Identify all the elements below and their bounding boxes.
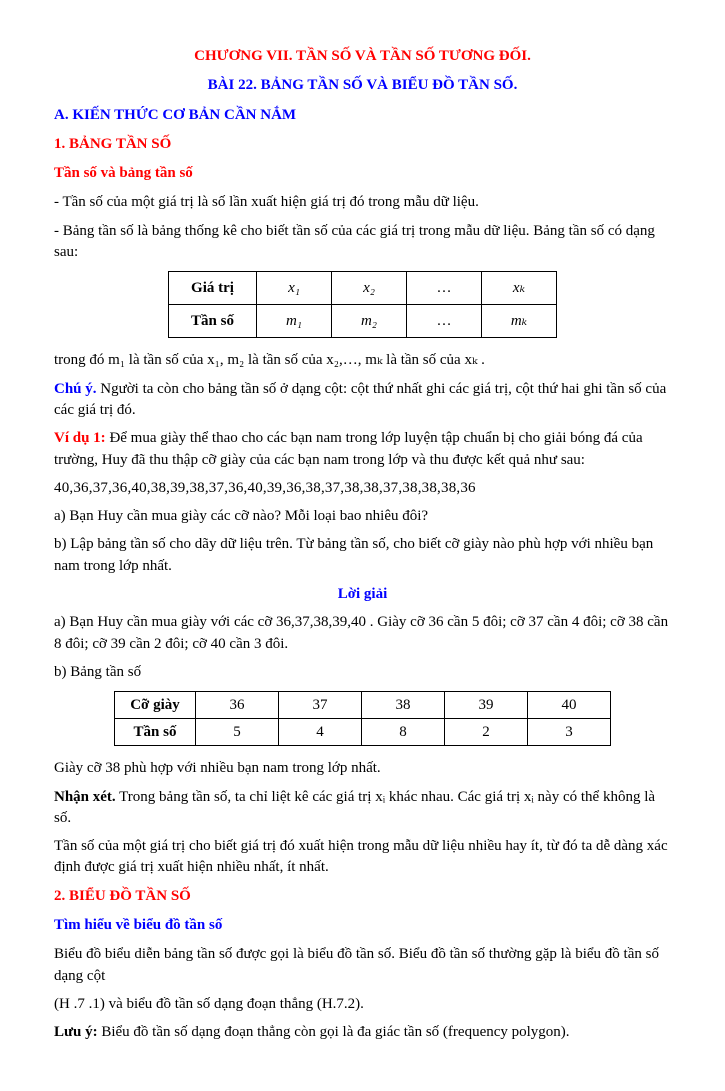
table-cell-mk: mₖ bbox=[482, 305, 557, 338]
table-cell-freq-40: 3 bbox=[528, 719, 611, 746]
chapter-title: CHƯƠNG VII. TẦN SỐ VÀ TẦN SỐ TƯƠNG ĐỐI. bbox=[194, 48, 531, 64]
table-cell-size-36: 36 bbox=[196, 692, 279, 719]
table-row bbox=[115, 692, 611, 719]
shoe-size-data-line: 40,36,37,36,40,38,39,38,37,36,40,39,36,38,37,38,38,37,38,38,38,36 bbox=[54, 479, 476, 496]
table-cell-size-37: 37 bbox=[279, 692, 362, 719]
paragraph-table-explanation: trong đó m₁ là tần số của x₁, m₂ là tần số của x₂,…, mₖ là tần số của xₖ . bbox=[54, 352, 485, 369]
note-paragraph bbox=[54, 379, 671, 422]
paragraph-chart-definition-2: (H .7 .1) và biểu đồ tần số dạng đoạn thẳng (H.7.2). bbox=[54, 995, 364, 1012]
table-cell-m2: m₂ bbox=[332, 305, 407, 338]
table-cell-freq-36: 5 bbox=[196, 719, 279, 746]
table-cell-freq-39: 2 bbox=[445, 719, 528, 746]
remark-text: Trong bảng tần số, ta chỉ liệt kê các giá trị xᵢ khác nhau. Các giá trị xᵢ này có thể không là số. bbox=[54, 788, 656, 826]
question-a: a) Bạn Huy cần mua giày các cỡ nào? Mỗi loại bao nhiêu đôi? bbox=[54, 508, 429, 525]
section-2-heading: 2. BIỂU ĐỒ TẦN SỐ bbox=[54, 887, 191, 904]
table-cell-ellipsis: … bbox=[407, 305, 482, 338]
table-row bbox=[169, 272, 557, 305]
example-paragraph bbox=[54, 428, 671, 471]
table-cell-values-header: Giá trị bbox=[169, 272, 257, 305]
general-frequency-table bbox=[168, 271, 557, 338]
table-cell-size-39: 39 bbox=[445, 692, 528, 719]
note2-text: Biểu đồ tần số dạng đoạn thẳng còn gọi là đa giác tần số (frequency polygon). bbox=[101, 1024, 570, 1041]
lesson-title: BÀI 22. BẢNG TẦN SỐ VÀ BIỂU ĐỒ TẦN SỐ. bbox=[207, 77, 518, 94]
table-cell-x1: x₁ bbox=[257, 272, 332, 305]
table-cell-shoe-size-header: Cỡ giày bbox=[115, 692, 196, 719]
paragraph-frequency-definition: - Tần số của một giá trị là số lần xuất hiện giá trị đó trong mẫu dữ liệu. bbox=[54, 194, 479, 211]
table-cell-xk: xₖ bbox=[482, 272, 557, 305]
table-cell-m1: m₁ bbox=[257, 305, 332, 338]
remark-paragraph bbox=[54, 787, 671, 830]
table-cell-size-40: 40 bbox=[528, 692, 611, 719]
table-cell-frequency-header: Tần số bbox=[169, 305, 257, 338]
example-text: Để mua giày thể thao cho các bạn nam trong lớp luyện tập chuẩn bị cho giải bóng đá của trường, Huy đã thu thập cỡ giày của các bạn nam trong lớp và thu được kết quả như sau: bbox=[54, 430, 643, 468]
table-row bbox=[169, 305, 557, 338]
note-label: Chú ý. bbox=[54, 380, 97, 397]
note-text: Người ta còn cho bảng tần số ở dạng cột: cột thứ nhất ghi các giá trị, cột thứ hai ghi tần số của các giá trị đó. bbox=[54, 380, 667, 418]
table-cell-frequency-header: Tần số bbox=[115, 719, 196, 746]
subheading-frequency-chart: Tìm hiểu về biểu đồ tần số bbox=[54, 917, 223, 934]
section-1-heading: 1. BẢNG TẦN SỐ bbox=[54, 135, 172, 152]
subheading-frequency-table: Tần số và bảng tần số bbox=[54, 165, 193, 182]
table-cell-freq-37: 4 bbox=[279, 719, 362, 746]
note2-paragraph bbox=[54, 1022, 671, 1043]
solution-b-label: b) Bảng tần số bbox=[54, 663, 142, 680]
table-row bbox=[115, 719, 611, 746]
table-cell-size-38: 38 bbox=[362, 692, 445, 719]
question-b: b) Lập bảng tần số cho dãy dữ liệu trên. Từ bảng tần số, cho biết cỡ giày nào phù hợp với nhiều bạn nam trong lớp nhất. bbox=[54, 536, 654, 574]
solution-heading: Lời giải bbox=[337, 586, 388, 603]
section-a-heading: A. KIẾN THỨC CƠ BẢN CẦN NẮM bbox=[54, 106, 297, 123]
paragraph-table-definition: - Bảng tần số là bảng thống kê cho biết tần số của các giá trị trong mẫu dữ liệu. Bảng tần số có dạng sau: bbox=[54, 222, 655, 261]
table-cell-freq-38: 8 bbox=[362, 719, 445, 746]
table-cell-ellipsis: … bbox=[407, 272, 482, 305]
shoe-frequency-table bbox=[114, 691, 611, 746]
solution-a-paragraph: a) Bạn Huy cần mua giày với các cỡ 36,37,38,39,40 . Giày cỡ 36 cần 5 đôi; cỡ 37 cần 4 đôi; cỡ 38 cần 8 đôi; cỡ 39 cần 2 đôi; cỡ 40 cần 3 đôi. bbox=[54, 614, 669, 652]
remark-label: Nhận xét. bbox=[54, 788, 116, 805]
paragraph-chart-definition: Biểu đồ biểu diễn bảng tần số được gọi là biểu đồ tần số. Biểu đồ tần số thường gặp là biểu đồ tần số dạng cột bbox=[54, 946, 659, 984]
table-cell-x2: x₂ bbox=[332, 272, 407, 305]
note2-label: Lưu ý: bbox=[54, 1024, 98, 1041]
example-label: Ví dụ 1: bbox=[54, 430, 106, 447]
solution-b-conclusion: Giày cỡ 38 phù hợp với nhiều bạn nam trong lớp nhất. bbox=[54, 760, 381, 777]
paragraph-frequency-conclusion: Tần số của một giá trị cho biết giá trị đó xuất hiện trong mẫu dữ liệu nhiều hay ít, từ đó ta dễ dàng xác định được giá trị xuất hiện nhiều nhất, ít nhất. bbox=[54, 838, 668, 876]
